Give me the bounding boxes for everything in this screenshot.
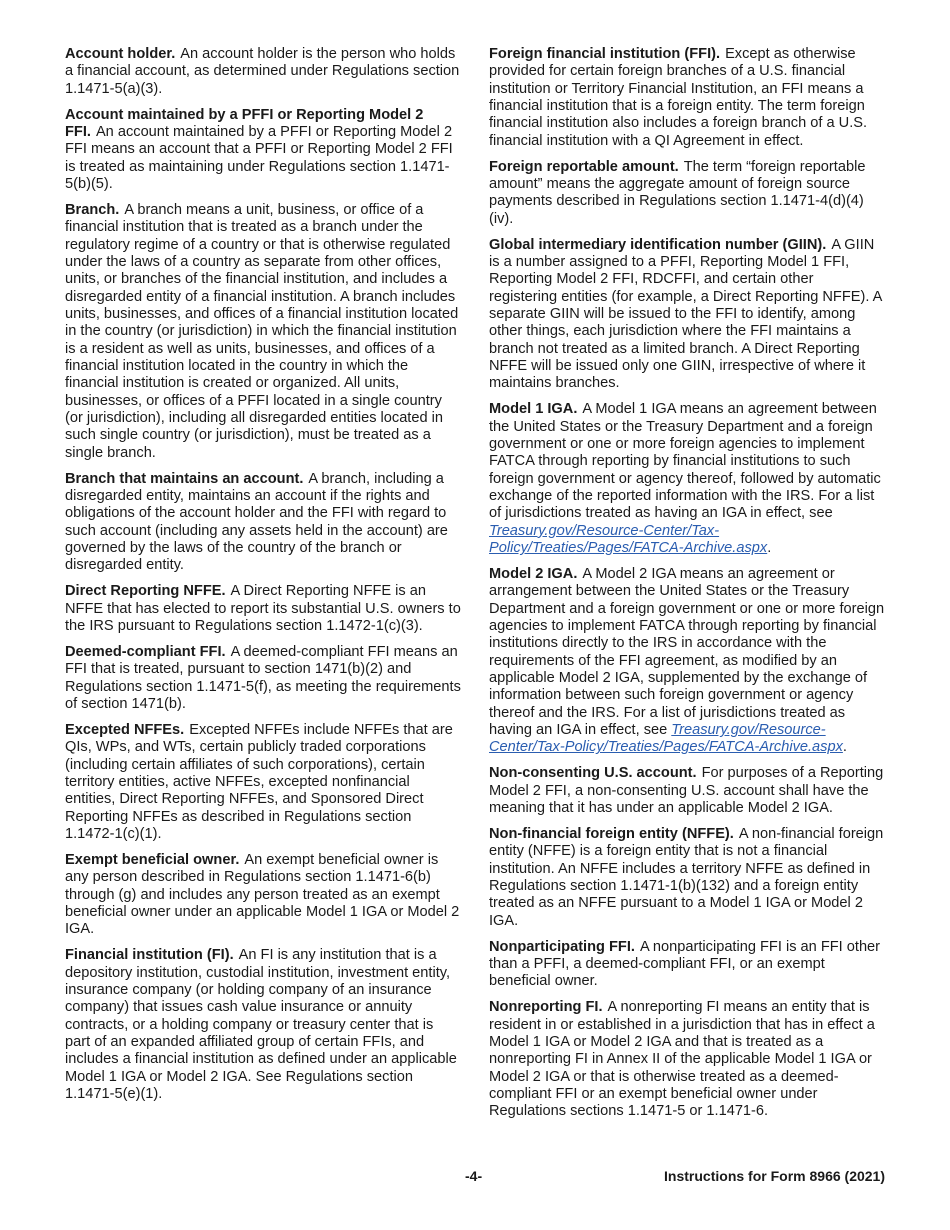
definition-text: A non-financial foreign entity (NFFE) is a foreign entity that is not a financial institution. An NFFE includes a territory NFFE as defined in Regulations section 1.1471-1(b)(132) and a foreign entity treated as an NFFE pursuant to a Model 1 IGA or Model 2 IGA. xyxy=(489,826,884,929)
link-trailing-punctuation: . xyxy=(842,739,847,756)
definition-entry xyxy=(489,765,885,817)
definition-term: Model 1 IGA. xyxy=(489,401,578,418)
definition-text: An exempt beneficial owner is any person described in Regulations section 1.1471-6(b) through (g) and includes any person treated as an exempt beneficial owner under an applicable Model 1 IGA or Model 2 IGA. xyxy=(65,851,460,938)
definition-term: Deemed-compliant FFI. xyxy=(65,643,226,660)
definition-term: Nonparticipating FFI. xyxy=(489,938,635,955)
definition-term: Branch that maintains an account. xyxy=(65,470,304,487)
definition-term: Nonreporting FI. xyxy=(489,999,603,1016)
definition-entry xyxy=(489,566,885,757)
definition-text: An FI is any institution that is a depository institution, custodial institution, investment entity, insurance company (or holding company of an insurance company) that issues cash value insurance or annuity contracts, or a holding company or treasury center that is part of an expanded affiliated group of certain FFIs, and includes a financial institution as defined under an applicable Model 1 IGA or Model 2 IGA. See Regulations section 1.1471-5(e)(1). xyxy=(65,947,457,1102)
definition-term: Model 2 IGA. xyxy=(489,566,578,582)
definition-entry xyxy=(489,939,885,991)
definition-entry xyxy=(65,107,461,194)
definition-term: Global intermediary identification number (GIIN). xyxy=(489,236,827,253)
fatca-archive-link[interactable]: Treasury.gov/Resource-Center/Tax-Policy/Treaties/Pages/FATCA-Archive.aspx xyxy=(489,722,843,756)
definition-entry xyxy=(65,583,461,635)
definition-text: A Model 2 IGA means an agreement or arrangement between the United States or the Treasury Department and a foreign government or one or more foreign agencies to implement FATCA through reporting by financial institutions directly to the IRS in accordance with the requirements of the FFI agreement, as modified by an applicable Model 2 IGA, supplemented by the exchange of information between such foreign government or agency thereof and the IRS. For a list of jurisdictions treated as having an IGA in effect, see xyxy=(489,566,885,739)
definition-text: A GIIN is a number assigned to a PFFI, Reporting Model 1 FFI, Reporting Model 2 FFI, RDCFFI, and certain other registering entities (for example, a Direct Reporting NFFE). A separate GIIN will be issued to the FFI to identify, among other things, each jurisdiction where the FFI maintains a branch not treated as a limited branch. A Direct Reporting NFFE will be issued only one GIIN, irrespective of where it maintains branches. xyxy=(489,236,882,392)
definition-entry xyxy=(65,852,461,939)
definition-text: The term “foreign reportable amount” means the aggregate amount of foreign source payments described in Regulations section 1.1471-4(d)(4)(iv). xyxy=(489,158,866,227)
definition-text: A Direct Reporting NFFE is an NFFE that has elected to report its substantial U.S. owners to the IRS pursuant to Regulations section 1.1472-1(c)(3). xyxy=(65,583,461,635)
definition-text: A branch, including a disregarded entity, maintains an account if the rights and obligations of the account holder and the FFI with regard to such account (including any assets held in the account) are governed by the laws of the country of the branch or disregarded entity. xyxy=(65,470,448,574)
definition-entry xyxy=(489,237,885,393)
page-number: -4- xyxy=(465,1168,483,1184)
definition-term: Non-financial foreign entity (NFFE). xyxy=(489,826,734,842)
definition-entry xyxy=(489,999,885,1120)
definition-entry xyxy=(65,471,461,575)
definition-text: A nonreporting FI means an entity that is resident in or established in a jurisdiction that has in effect a Model 1 IGA or Model 2 IGA and that is treated as a nonreporting FI in Annex II of the applicable Model 1 IGA or Model 2 IGA or that is otherwise treated as a deemed-compliant FFI or an exempt beneficial owner under Regulations sections 1.1471-5 or 1.1471-6. xyxy=(489,999,875,1120)
definition-text: A Model 1 IGA means an agreement between the United States or the Treasury Department and a foreign government or one or more foreign agencies to implement FATCA through reporting by financial institutions to such foreign government or agency thereof, followed by automatic exchange of the reported information with the IRS. For a list of jurisdictions treated as having an IGA in effect, see xyxy=(489,401,881,522)
definition-entry xyxy=(65,202,461,462)
definition-term: Account maintained by a PFFI or Reporting Model 2 FFI. xyxy=(65,106,424,140)
definition-entry xyxy=(65,947,461,1103)
definition-term: Excepted NFFEs. xyxy=(65,721,185,738)
definition-term: Exempt beneficial owner. xyxy=(65,851,240,868)
definition-term: Account holder. xyxy=(65,46,176,62)
definition-entry xyxy=(65,644,461,713)
definition-entry xyxy=(489,401,885,557)
definition-entry xyxy=(489,826,885,930)
page-footer xyxy=(65,1168,885,1186)
form-title: Instructions for Form 8966 (2021) xyxy=(664,1168,885,1184)
definition-entry xyxy=(65,722,461,843)
definition-entry xyxy=(489,159,885,228)
definition-text: Excepted NFFEs include NFFEs that are QIs, WPs, and WTs, certain publicly traded corporations (including certain affiliates of such corporations), certain territory entities, active NFFEs, excepted nonfinancial entities, Direct Reporting NFFEs, and Sponsored Direct Reporting NFFEs as described in Regulations section 1.1472-1(c)(1). xyxy=(65,721,453,842)
right-column xyxy=(489,46,885,1129)
definition-text: Except as otherwise provided for certain foreign branches of a U.S. financial institution or Territory Financial Institution, an FFI means a financial institution that is a foreign entity. The term foreign financial institution also includes a foreign branch of a U.S. financial institution with a QI Agreement in effect. xyxy=(489,46,868,149)
fatca-archive-link[interactable]: Treasury.gov/Resource-Center/Tax-Policy/Treaties/Pages/FATCA-Archive.aspx xyxy=(489,522,768,557)
definition-text: An account maintained by a PFFI or Reporting Model 2 FFI means an account that a PFFI or Reporting Model 2 FFI is treated as maintaining under Regulations section 1.1471-5(b)(5). xyxy=(65,123,453,192)
definition-text: A branch means a unit, business, or office of a financial institution that is treated as a branch under the regulatory regime of a country or that is otherwise regulated under the laws of a country as separate from other offices, units, or branches of the financial institution, and includes a disregarded entity of a financial institution. A branch includes units, businesses, and offices of a financial institution located in the country (or jurisdiction) in which the financial institution is a resident as well as units, businesses, and offices of a financial institution located in the country in which the financial institution is created or organized. All units, businesses, or offices of a PFFI located in a single country (or jurisdiction), including all disregarded entities located in such single country (or jurisdiction), must be treated as a single branch. xyxy=(65,201,459,461)
definition-term: Direct Reporting NFFE. xyxy=(65,583,226,600)
link-trailing-punctuation: . xyxy=(767,540,772,557)
definition-text: A deemed-compliant FFI means an FFI that is treated, pursuant to section 1471(b)(2) and Regulations section 1.1471-5(f), as meeting the requirements of section 1471(b). xyxy=(65,643,461,712)
definition-term: Financial institution (FI). xyxy=(65,947,234,964)
definition-entry xyxy=(65,46,461,98)
definition-text: An account holder is the person who holds a financial account, as determined under Regulations section 1.1471-5(a)(3). xyxy=(65,46,460,97)
definition-term: Foreign financial institution (FFI). xyxy=(489,46,721,62)
definition-entry xyxy=(489,46,885,150)
left-column xyxy=(65,46,461,1112)
definition-text: A nonparticipating FFI is an FFI other than a PFFI, a deemed-compliant FFI, or an exempt beneficial owner. xyxy=(489,938,881,990)
definition-term: Non-consenting U.S. account. xyxy=(489,765,697,782)
definition-term: Branch. xyxy=(65,201,120,218)
definition-text: For purposes of a Reporting Model 2 FFI, a non-consenting U.S. account shall have the meaning that it has under an applicable Model 2 IGA. xyxy=(489,765,884,817)
definition-term: Foreign reportable amount. xyxy=(489,158,679,175)
